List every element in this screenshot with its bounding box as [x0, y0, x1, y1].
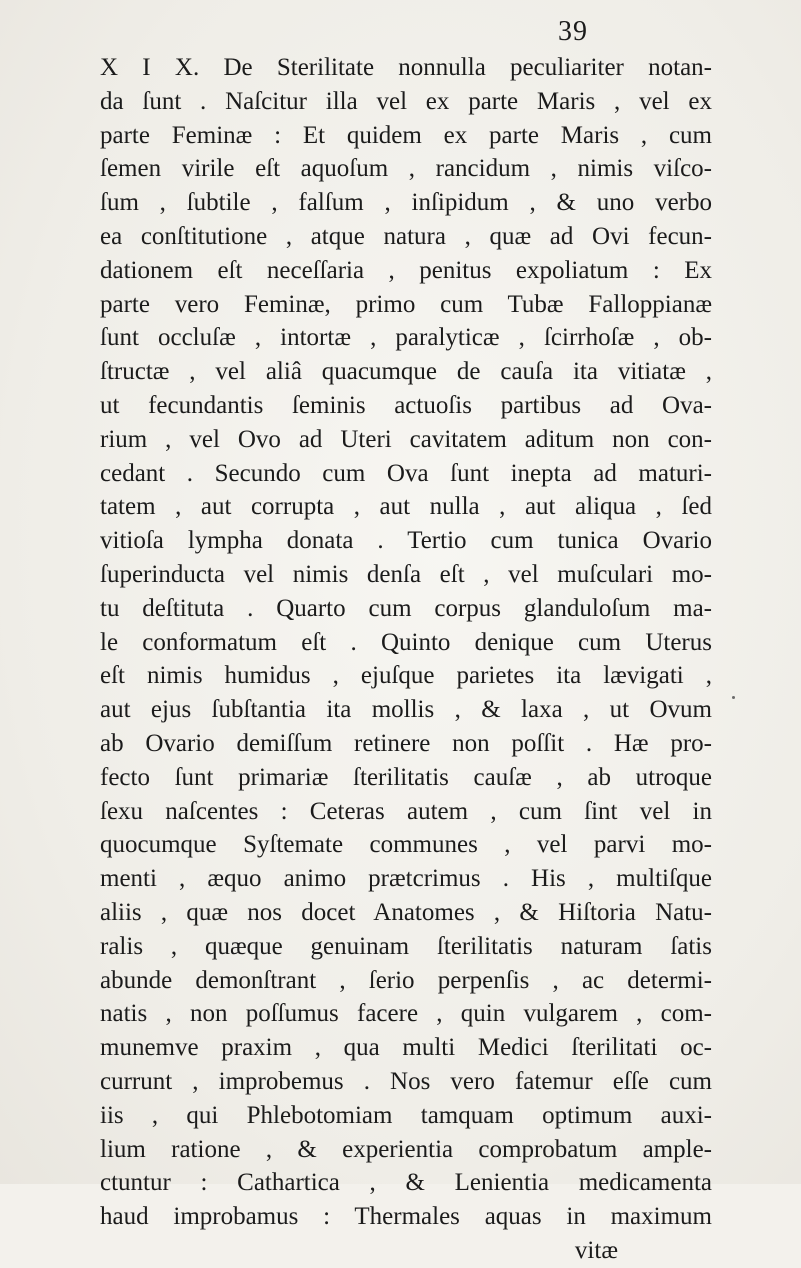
stray-ink-mark: [732, 696, 735, 699]
text-line: ctuntur : Cathartica , & Lenientia medicamenta: [100, 1169, 712, 1197]
text-line: cedant . Secundo cum Ova ſunt inepta ad maturi-: [100, 459, 712, 487]
text-line: ſum , ſubtile , falſum , inſipidum , & uno verbo: [100, 189, 712, 217]
body-text: [100, 51, 712, 1268]
text-line: currunt , improbemus . Nos vero fatemur eſſe cum: [100, 1067, 712, 1095]
text-line: ralis , quæque genuinam ſterilitatis naturam ſatis: [100, 932, 712, 960]
text-line: tatem , aut corrupta , aut nulla , aut aliqua , ſed: [100, 493, 712, 521]
text-line: vitioſa lympha donata . Tertio cum tunica Ovario: [100, 527, 712, 555]
text-line: le conformatum eſt . Quinto denique cum Uterus: [100, 628, 712, 656]
text-line: ſtructæ , vel aliâ quacumque de cauſa ita vitiatæ ,: [100, 358, 712, 386]
text-line: parte vero Feminæ, primo cum Tubæ Falloppianæ: [100, 290, 712, 318]
text-line: menti , æquo animo prætcrimus . His , multiſque: [100, 865, 712, 893]
text-line: ſexu naſcentes : Ceteras autem , cum ſint vel in: [100, 797, 712, 825]
text-line: da ſunt . Naſcitur illa vel ex parte Maris , vel ex: [100, 87, 712, 115]
page-number: 39: [558, 16, 588, 47]
text-line: quocumque Syſtemate communes , vel parvi mo-: [100, 831, 712, 859]
text-line: haud improbamus : Thermales aquas in maximum: [100, 1203, 712, 1231]
text-line: fecto ſunt primariæ ſterilitatis cauſæ , ab utroque: [100, 763, 712, 791]
text-line: munemve praxim , qua multi Medici ſterilitati oc-: [100, 1034, 712, 1062]
text-line: abunde demonſtrant , ſerio perpenſis , ac determi-: [100, 966, 712, 994]
text-line: rium , vel Ovo ad Uteri cavitatem aditum non con-: [100, 425, 712, 453]
text-line: aut ejus ſubſtantia ita mollis , & laxa , ut Ovum: [100, 696, 712, 724]
text-line: ab Ovario demiſſum retinere non poſſit . Hæ pro-: [100, 729, 712, 757]
text-line: tu deſtituta . Quarto cum corpus glanduloſum ma-: [100, 594, 712, 622]
text-line: lium ratione , & experientia comprobatum ample-: [100, 1135, 712, 1163]
text-line: dationem eſt neceſſaria , penitus expoliatum : Ex: [100, 256, 712, 284]
catchword: vitæ: [574, 1236, 618, 1264]
text-line: X I X. De Sterilitate nonnulla peculiariter notan-: [100, 54, 712, 81]
text-line: ſuperinducta vel nimis denſa eſt , vel muſculari mo-: [100, 560, 712, 588]
text-line: aliis , quæ nos docet Anatomes , & Hiſtoria Natu-: [100, 898, 712, 926]
text-line: natis , non poſſumus facere , quin vulgarem , com-: [100, 1000, 712, 1028]
text-line: eſt nimis humidus , ejuſque parietes ita lævigati ,: [100, 662, 712, 690]
text-line: iis , qui Phlebotomiam tamquam optimum auxi-: [100, 1101, 712, 1129]
text-line: parte Feminæ : Et quidem ex parte Maris , cum: [100, 121, 712, 149]
text-line: ut fecundantis ſeminis actuoſis partibus ad Ova-: [100, 391, 712, 419]
text-line: ſemen virile eſt aquoſum , rancidum , nimis viſco-: [100, 155, 712, 183]
text-line: ea conſtitutione , atque natura , quæ ad Ovi fecun-: [100, 222, 712, 250]
text-line: ſunt occluſæ , intortæ , paralyticæ , ſcirrhoſæ , ob-: [100, 324, 712, 352]
